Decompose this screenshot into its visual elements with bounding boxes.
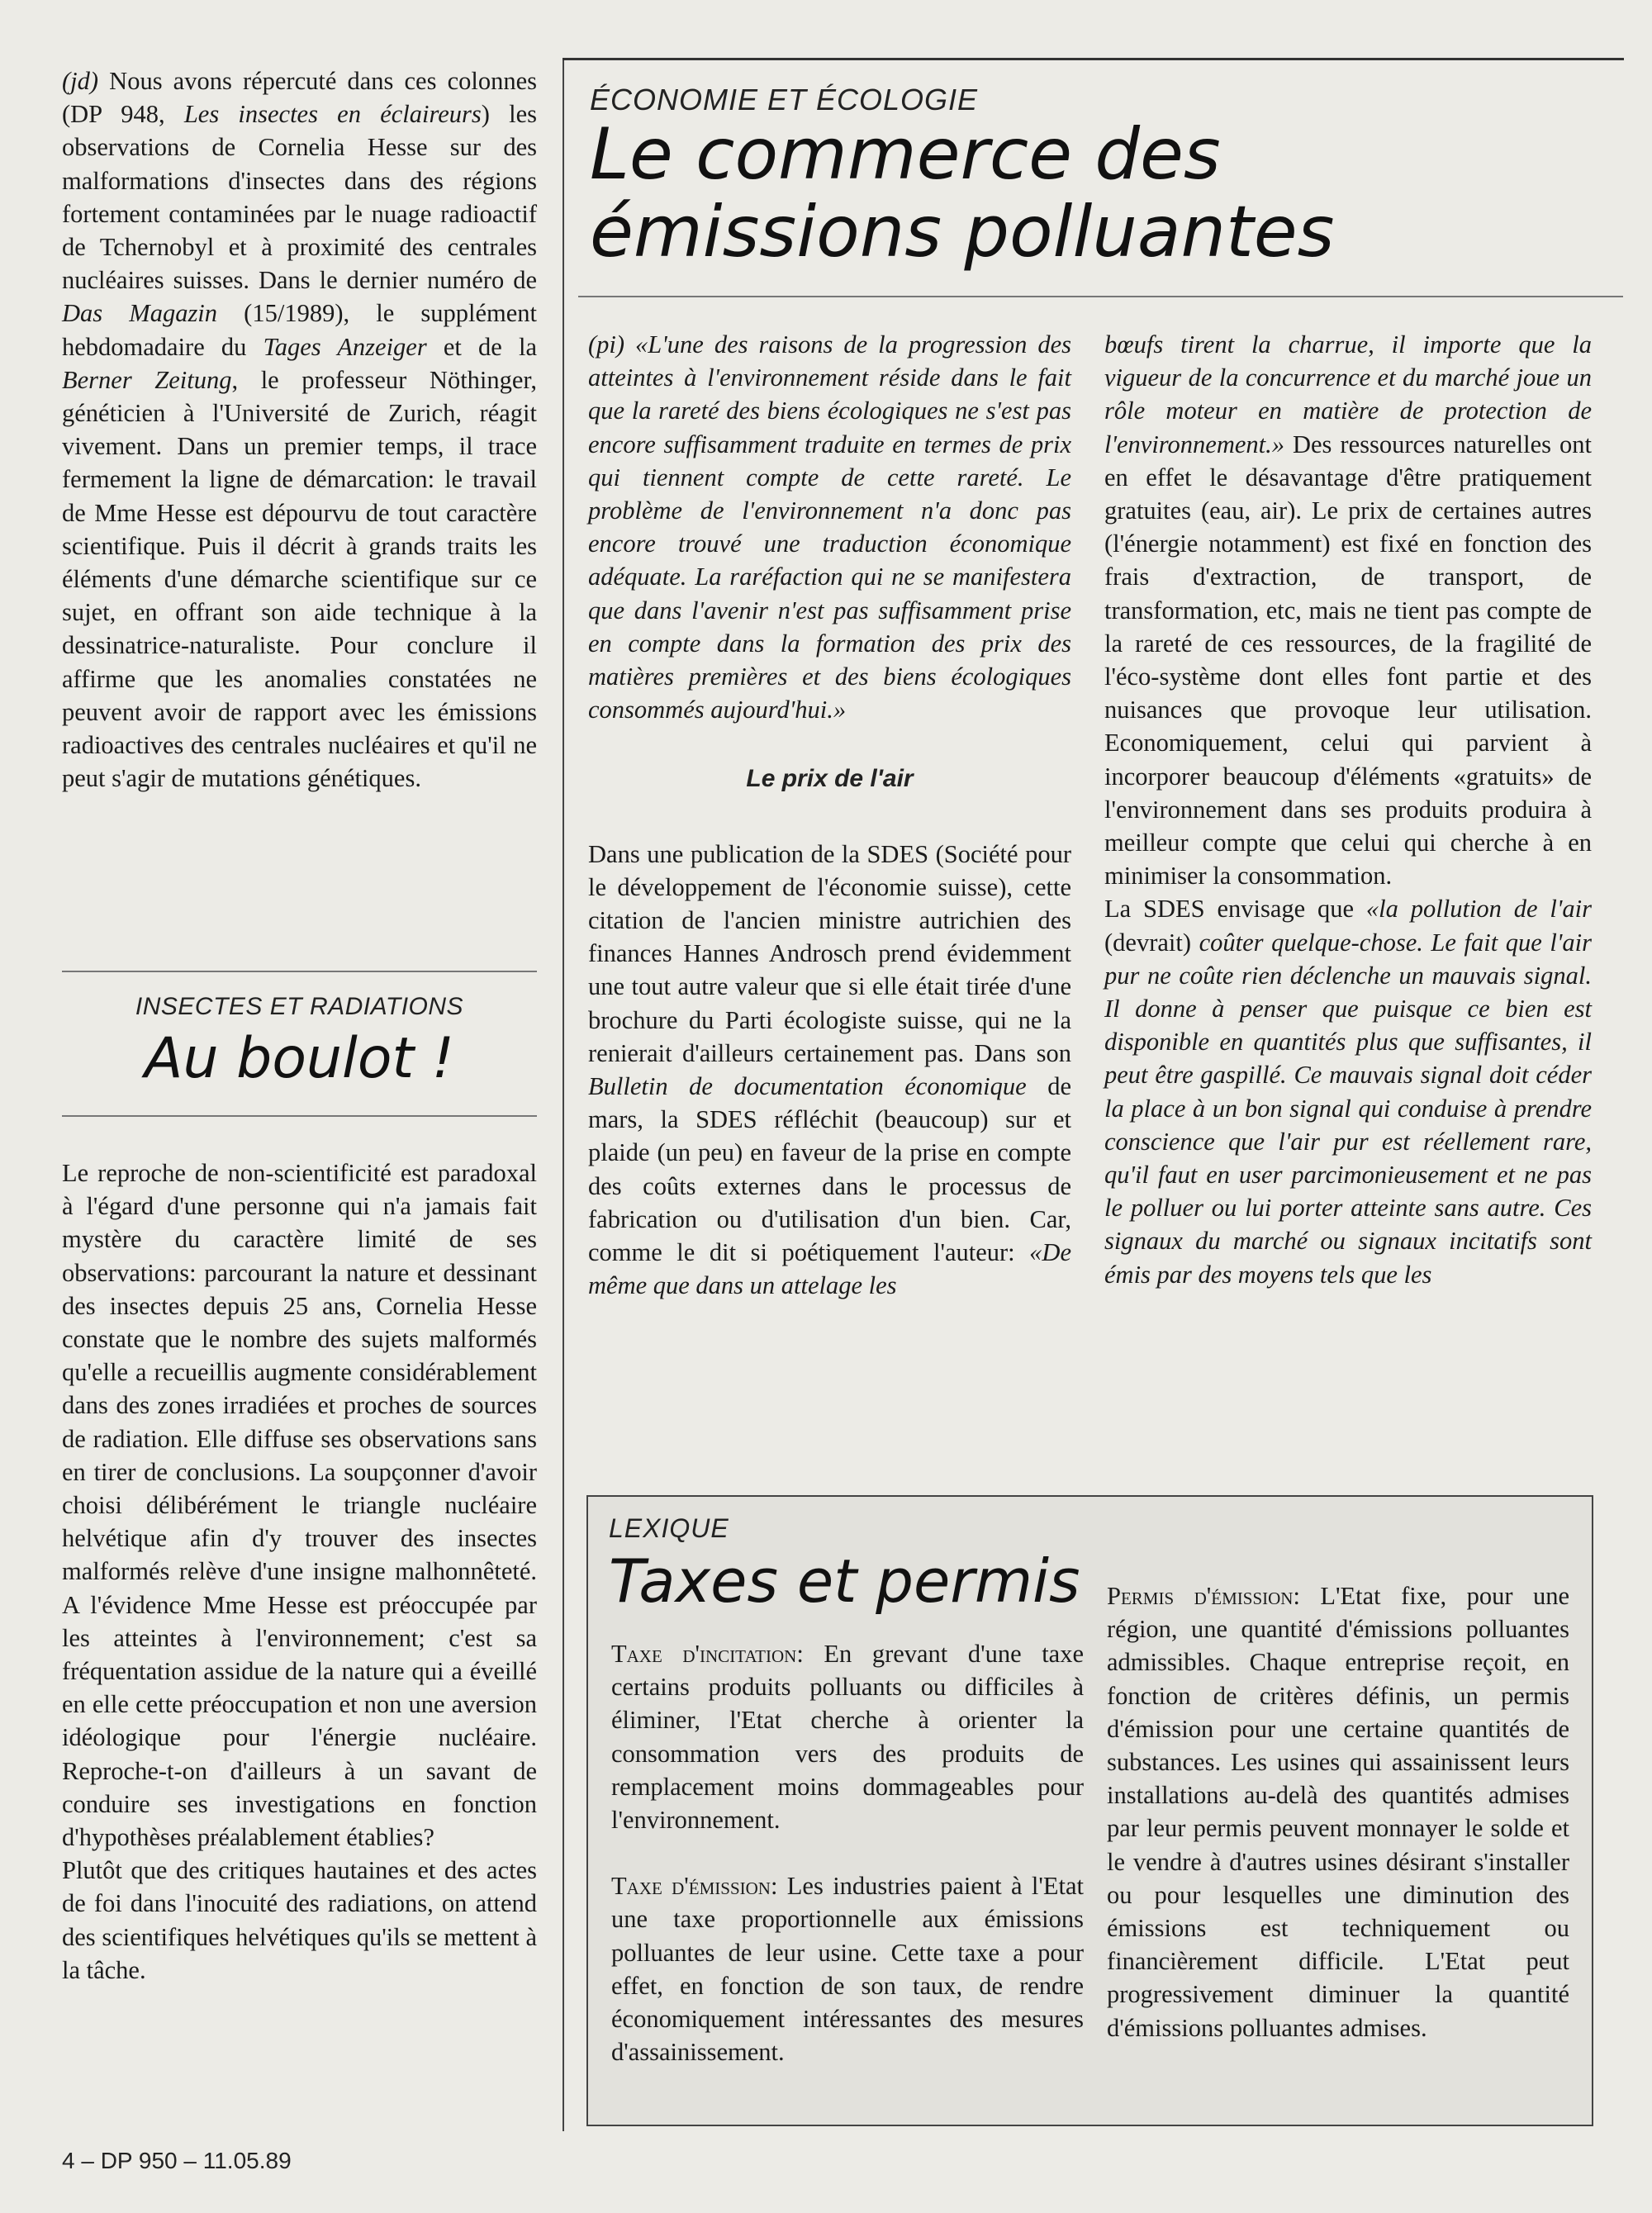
- article-column-2: [1104, 328, 1592, 1291]
- definition-taxe-incitation: Taxe d'incitation: En grevant d'une taxe certains produits polluants ou difficiles à éliminer, l'Etat cherche à orienter la consommation vers des produits de remplacement moins dommageables pour l'environnement.: [611, 1640, 1085, 1835]
- body-paragraph: Le reproche de non-scientificité est paradoxal à l'égard d'une personne qui n'a jamais fait mystère du caractère limité de ses observations: parcourant la nature et dessinant des insectes depuis 25 ans, Cornelia Hesse constate que le nombre des sujets malformés qu'elle a recueillis augmente considérablement dans des zones irradiées et proches de sources de radiation. Elle diffuse ses observations sans en tirer de conclusions. La soupçonner d'avoir choisi délibérément le triangle nucléaire helvétique afin d'y trouver des insectes malformés relève d'une insigne malhonnêteté. A l'évidence Mme Hesse est préoccupée par les atteintes à l'environnement; c'est sa fréquentation assidue de la nature qui a éveillé en elle cette préoccupation et non une aversion idéologique pour l'énergie nucléaire. Reproche-t-on d'ailleurs à un savant de conduire ses investigations en fonction d'hypothèses préalablement établies?: [62, 1159, 537, 1852]
- article-title: Au boulot !: [144, 1026, 455, 1091]
- left-article-body: [62, 1156, 537, 1987]
- column-rule: [563, 58, 564, 2131]
- lexique-box: [586, 1495, 1593, 2126]
- body-paragraph: La SDES envisage que «la pollution de l'air (devrait) coûter quelque-chose. Le fait que l'air pur ne coûte rien déclenche un mauvais signal. Il donne à penser que puisque ce bien est disponible en quantités plus que suffisantes, il peut être gaspillé. Ce mauvais signal doit céder la place à un bon signal qui conduise à prendre conscience que l'air pur est réellement rare, qu'il faut en user parcimonieusement et ne pas le polluer ou lui porter atteinte sans autre. Ces signaux du marché ou signaux incitatifs sont émis par des moyens tels que les: [1104, 895, 1592, 1289]
- quote-paragraph: (pi) «L'une des raisons de la progression des atteintes à l'environnement réside dans le fait que la rareté des biens écologiques ne s'est pas encore suffisamment traduite en termes de prix qui tiennent compte de cette rareté. Le problème de l'environnement n'a donc pas encore trouvé une traduction économique adéquate. La raréfaction qui ne se manifestera que dans l'avenir n'est pas suffisamment prise en compte dans la formation des prix des matières premières et des biens écologiques consommés aujourd'hui.»: [588, 330, 1071, 724]
- body-paragraph: bœufs tirent la charrue, il importe que la vigueur de la concurrence et du marché joue un rôle moteur en matière de protection de l'environnement.» Des ressources naturelles ont en effet le désavantage d'être pratiquement gratuites (eau, air). Le prix de certaines autres (l'énergie notamment) est fixé en fonction des frais d'extraction, de transport, de transformation, etc, mais ne tient pas compte de la rareté de ces ressources, de la fragilité de l'éco-système dont elles font partie et des nuisances que provoque leur utilisation. Economiquement, celui qui parvient à incorporer beaucoup d'éléments «gratuits» de l'environnement dans ses produits produira à meilleur compte que celui qui cherche à en minimiser la consommation.: [1104, 330, 1592, 890]
- page-footer: 4 – DP 950 – 11.05.89: [62, 2148, 292, 2173]
- section-kicker: INSECTES ET RADIATIONS: [135, 993, 464, 1020]
- article-column-1: [588, 328, 1071, 1302]
- definition-permis-emission: Permis d'émission: L'Etat fixe, pour une région, une quantité d'émissions polluantes admissibles. Chaque entreprise reçoit, en fonction de critères définis, un permis d'émission pour une certaine quantités de substances. Les usines qui assainissent leurs installations au-delà des quantités admises par leur permis peuvent monnayer le solde et le vendre à d'autres usines désirant s'installer ou pour lesquelles une diminution des émissions est techniquement ou financièrement difficile. L'Etat peut progressivement diminuer la quantité d'émissions polluantes admises.: [1107, 1582, 1570, 2042]
- body-paragraph: Dans une publication de la SDES (Société pour le développement de l'économie suisse), cette citation de l'ancien ministre autrichien des finances Hannes Androsch prend évidemment une tout autre valeur que si elle était tirée d'une brochure du Parti écologiste suisse, qui ne la renierait d'ailleurs certainement pas. Dans son Bulletin de documentation économique de mars, la SDES réfléchit (beaucoup) sur et plaide (un peu) en faveur de la prise en compte des coûts externes dans le processus de fabrication ou d'utilisation d'un bien. Car, comme le dit si poétiquement l'auteur: «De même que dans un attelage les: [588, 839, 1071, 1300]
- section-kicker: ÉCONOMIE ET ÉCOLOGIE: [590, 83, 979, 116]
- lexique-column-2: [1107, 1579, 1569, 2044]
- divider: [62, 1115, 537, 1117]
- subheading: Le prix de l'air: [746, 765, 914, 793]
- intro-paragraph: (jd) Nous avons répercuté dans ces colonnes (DP 948, Les insectes en éclaireurs) les observations de Cornelia Hesse sur des malformations d'insectes dans des régions fortement contaminées par le nuage radioactif de Tchernobyl et à proximité des centrales nucléaires suisses. Dans le dernier numéro de Das Magazin (15/1989), le supplément hebdomadaire du Tages Anzeiger et de la Berner Zeitung, le professeur Nöthinger, généticien à l'Université de Zurich, réagit vivement. Dans un premier temps, il trace fermement la ligne de démarcation: le travail de Mme Hesse est dépourvu de tout caractère scientifique. Puis il décrit à grands traits les éléments d'une démarche scientifique sur ce sujet, en offrant son aide technique à la dessinatrice-naturaliste. Pour conclure il affirme que les anomalies constatées ne peuvent avoir de rapport avec les émissions radioactives des centrales nucléaires et qu'il ne peut s'agir de mutations génétiques.: [62, 67, 538, 793]
- section-kicker: LEXIQUE: [609, 1513, 729, 1543]
- divider: [578, 296, 1623, 297]
- author-initials: (jd): [62, 67, 99, 95]
- top-rule: [563, 58, 1624, 60]
- body-paragraph: Plutôt que des critiques hautaines et des actes de foi dans l'inocuité des radiations, on attend des scientifiques helvétiques qu'ils se mettent à la tâche.: [62, 1856, 537, 1984]
- lexique-column-1: [611, 1637, 1084, 2068]
- left-article-intro: [62, 64, 537, 795]
- article-title: Le commerce des émissions polluantes: [590, 113, 1335, 273]
- box-title: Taxes et permis: [609, 1546, 1080, 1616]
- definition-taxe-emission: Taxe d'émission: Les industries paient à l'Etat une taxe proportionnelle aux émissions polluantes de leur usine. Cette taxe a pour effet, en fonction de son taux, de rendre économiquement intéressantes des mesures d'assainissement.: [611, 1872, 1084, 2067]
- divider: [62, 971, 537, 972]
